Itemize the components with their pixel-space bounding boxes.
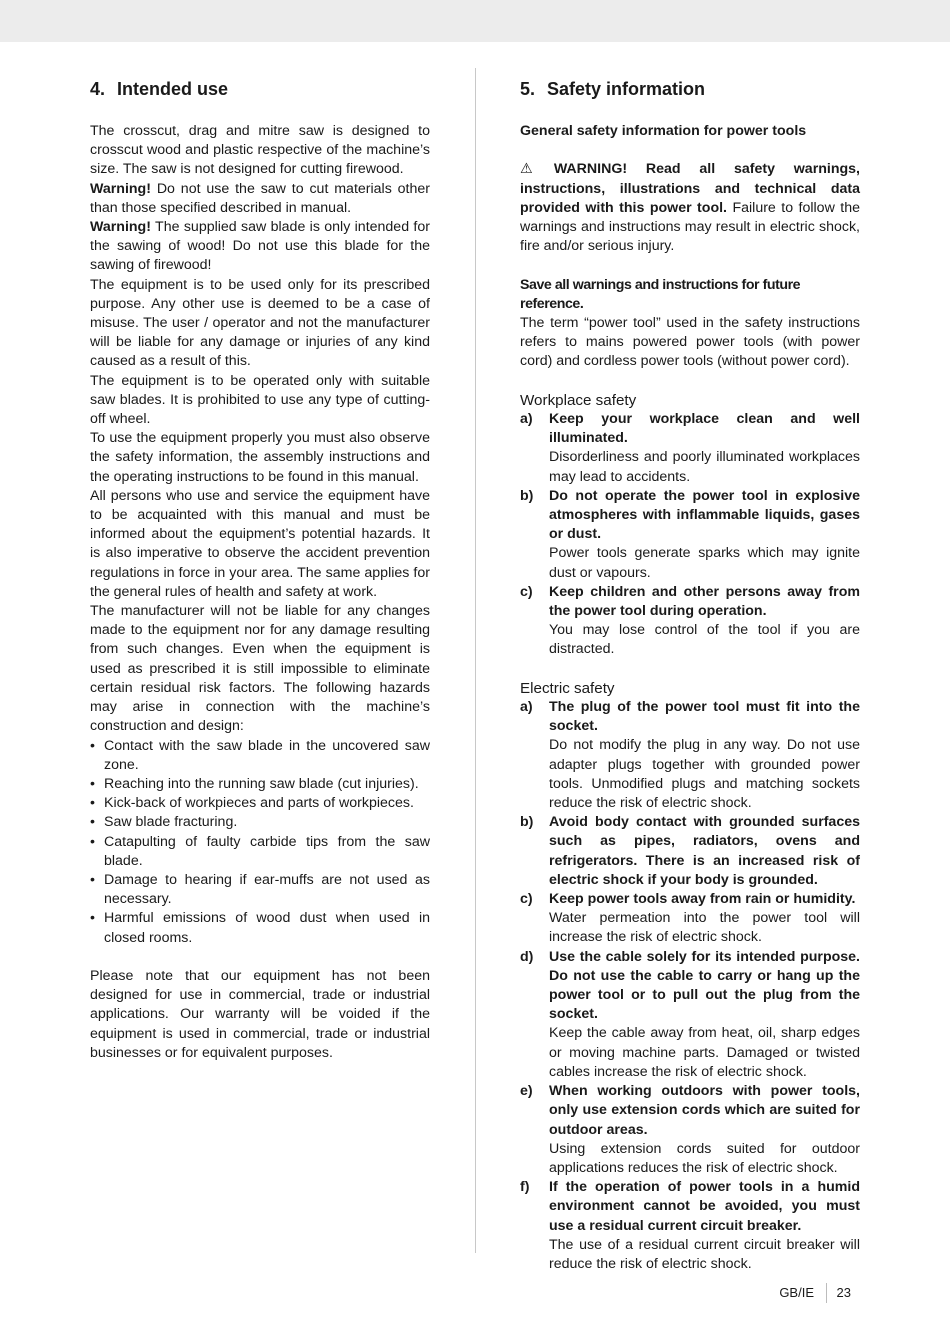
list-item: [520, 487, 860, 583]
paragraph: All persons who use and service the equipment have to be acquainted with this manual and must be informed about the equipment’s potential hazards. It is also imperative to observe the accident prevention regulations in force in your area. The same applies for the general rules of health and safety at work.: [90, 487, 430, 600]
item-marker: c): [520, 583, 533, 600]
item-heading: If the operation of power tools in a humid environment cannot be avoided, you must use a residual current circuit breaker.: [549, 1179, 860, 1234]
item-body: Do not modify the plug in any way. Do not use adapter plugs together with grounded power tools. Unmodified plugs and matching sockets reduce the risk of electric shock.: [549, 737, 860, 812]
region-label: GB/IE: [779, 1285, 814, 1300]
warning-paragraph: [90, 218, 430, 276]
item-heading: Avoid body contact with grounded surfaces such as pipes, radiators, ovens and refrigerators. There is an increased risk of electric shock if your body is grounded.: [549, 814, 860, 888]
warning-text: Do not use the saw to cut materials other than those specified described in manual.: [90, 180, 430, 216]
save-instructions-heading: Save all warnings and instructions for future reference.: [520, 276, 801, 312]
list-item: • Harmful emissions of wood dust when used in closed rooms.: [90, 909, 430, 947]
item-heading: Keep power tools away from rain or humidity.: [549, 891, 856, 908]
list-item: [520, 1178, 860, 1274]
item-marker: e): [520, 1083, 533, 1100]
list-item: [520, 948, 860, 1082]
warning-text: The supplied saw blade is only intended for the sawing of wood! Do not use this blade for the sawing of firewood!: [90, 219, 430, 274]
warning-label: Warning!: [90, 180, 151, 197]
warning-text: Failure to follow the warnings and instructions may result in electric shock, fire and/or serious injury.: [520, 199, 860, 255]
item-body: The use of a residual current circuit breaker will reduce the risk of electric shock.: [549, 1236, 860, 1272]
warning-bold-text: WARNING! Read all safety warnings, instructions, illustrations and technical data provided with this power tool.: [520, 161, 860, 216]
warning-paragraph: [90, 180, 430, 218]
item-heading: Use the cable solely for its intended purpose. Do not use the cable to carry or hang up the power tool or to pull out the plug from the socket.: [549, 948, 860, 1023]
list-item: [520, 813, 860, 890]
page-footer: [760, 1283, 860, 1303]
item-marker: b): [520, 487, 534, 504]
warning-paragraph: [520, 160, 860, 256]
right-column: [520, 76, 860, 1274]
item-heading: Do not operate the power tool in explosive atmospheres with inflammable liquids, gases or dust.: [549, 487, 860, 543]
item-marker: d): [520, 948, 534, 965]
item-heading: Keep your workplace clean and well illuminated.: [549, 411, 860, 447]
paragraph: The crosscut, drag and mitre saw is designed to crosscut wood and plastic respective of the machine’s size. The saw is not designed for cutting firewood.: [90, 123, 430, 178]
item-marker: c): [520, 891, 533, 908]
section-title: Safety information: [547, 79, 706, 99]
paragraph: To use the equipment properly you must also observe the safety information, the assembly instructions and the operating instructions to be found in this manual.: [90, 430, 430, 485]
column-divider: [475, 68, 476, 1253]
left-column: [90, 76, 430, 1063]
warning-triangle-icon: ⚠: [520, 161, 533, 178]
list-item: [520, 1082, 860, 1178]
item-body: Water permeation into the power tool will increase the risk of electric shock.: [549, 910, 860, 946]
list-item: • Contact with the saw blade in the uncovered saw zone.: [90, 737, 430, 775]
list-item: [520, 410, 860, 487]
top-band: [0, 0, 950, 42]
paragraph: The manufacturer will not be liable for any changes made to the equipment nor for any damage resulting from such changes. Even when the equipment is used as prescribed it is still impossible to eliminate certain residual risk factors. The following hazards may arise in connection with the machine’s construction and design:: [90, 603, 430, 735]
section-heading-safety-information: [520, 76, 860, 102]
paragraph: The equipment is to be operated only with suitable saw blades. It is prohibited to use any type of cutting-off wheel.: [90, 372, 430, 428]
item-body: Power tools generate sparks which may ignite dust or vapours.: [549, 545, 860, 581]
item-body: Using extension cords suited for outdoor applications reduces the risk of electric shock.: [549, 1140, 860, 1176]
paragraph: Please note that our equipment has not been designed for use in commercial, trade or industrial applications. Our warranty will be voided if the equipment is used in commercial, trade or industrial businesses or for equivalent purposes.: [90, 967, 430, 1061]
item-heading: The plug of the power tool must fit into the socket.: [549, 699, 860, 735]
list-item: • Damage to hearing if ear-muffs are not used as necessary.: [90, 871, 430, 909]
list-item: [520, 698, 860, 813]
footer-divider: [826, 1283, 827, 1303]
list-item: • Saw blade fracturing.: [90, 813, 430, 832]
item-marker: a): [520, 699, 533, 716]
paragraph: The term “power tool” used in the safety instructions refers to mains powered power tools (with power cord) and cordless power tools (without power cord).: [520, 315, 860, 370]
section-title: Intended use: [117, 79, 229, 99]
list-item: [520, 583, 860, 660]
item-body: Keep the cable away from heat, oil, sharp edges or moving machine parts. Damaged or twisted cables increase the risk of electric shock.: [549, 1025, 860, 1080]
item-marker: f): [520, 1179, 530, 1196]
workplace-safety-title: Workplace safety: [520, 391, 637, 409]
item-marker: b): [520, 814, 534, 831]
list-item: • Kick-back of workpieces and parts of workpieces.: [90, 794, 430, 813]
list-item: • Reaching into the running saw blade (cut injuries).: [90, 775, 430, 794]
electric-safety-title: Electric safety: [520, 679, 615, 697]
warning-label: Warning!: [90, 219, 151, 236]
section-number: 5.: [520, 79, 536, 99]
page-number: 23: [836, 1285, 851, 1300]
workplace-safety-list: [520, 410, 860, 660]
electric-safety-list: [520, 698, 860, 1274]
paragraph: The equipment is to be used only for its prescribed purpose. Any other use is deemed to be a case of misuse. The user / operator and not the manufacturer will be liable for any damage or injuries of any kind caused as a result of this.: [90, 276, 430, 370]
hazard-list: [90, 737, 430, 948]
item-heading: When working outdoors with power tools, only use extension cords which are suited for outdoor areas.: [549, 1083, 860, 1138]
general-safety-heading: General safety information for power tools: [520, 123, 807, 139]
item-marker: a): [520, 411, 533, 427]
item-body: You may lose control of the tool if you are distracted.: [549, 622, 860, 658]
list-item: • Catapulting of faulty carbide tips from the saw blade.: [90, 833, 430, 871]
item-heading: Keep children and other persons away from the power tool during operation.: [549, 583, 860, 620]
list-item: [520, 890, 860, 948]
item-body: Disorderliness and poorly illuminated workplaces may lead to accidents.: [549, 449, 860, 485]
section-heading-intended-use: [90, 76, 430, 102]
section-number: 4.: [90, 79, 106, 99]
